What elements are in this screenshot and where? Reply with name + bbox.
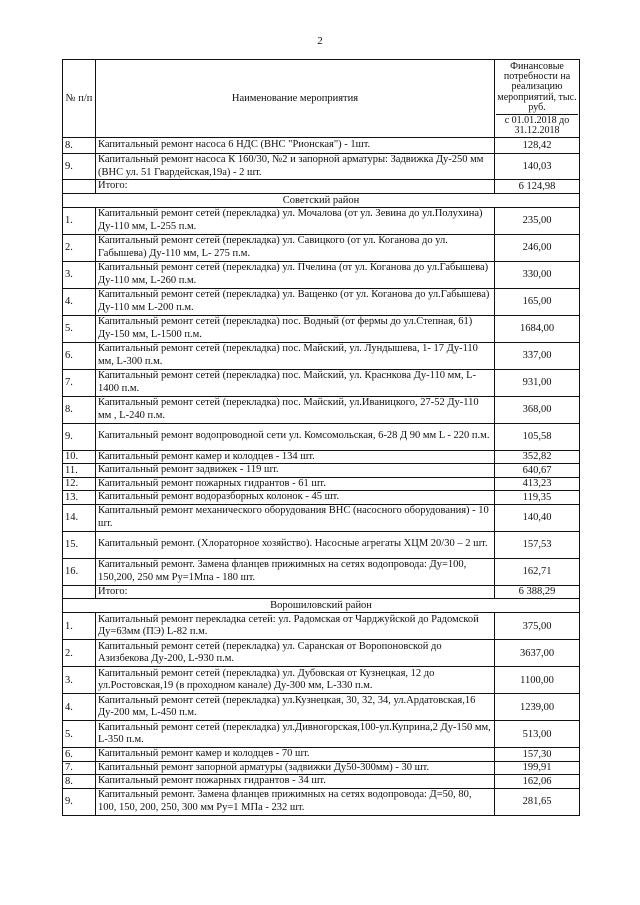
amount: 140,40: [495, 504, 580, 531]
work-description: Капитальный ремонт сетей (перекладка) ул. Савицкого (от ул. Коганова до ул. Габышева) Ду-110 мм, L- 275 п.м.: [96, 234, 495, 261]
table-row: [63, 261, 580, 288]
work-description: Капитальный ремонт. Замена фланцев прижимных на сетях водопровода: Д=50, 80, 100, 150, 200, 250, 300 мм Ру=1 МПа - 232 шт.: [96, 788, 495, 815]
table-row: [63, 396, 580, 423]
section-header-row: [63, 193, 580, 207]
row-number: [63, 585, 96, 599]
table-row: [63, 748, 580, 762]
row-number: 8.: [63, 396, 96, 423]
total-label: Итого:: [96, 180, 495, 194]
total-row: [63, 585, 580, 599]
amount: 128,42: [495, 138, 580, 154]
work-description: Капитальный ремонт насоса К 160/30, №2 и запорной арматуры: Задвижка Ду-250 мм (ВНС ул. 51 Гвардейская,19а) - 2 шт.: [96, 154, 495, 180]
table-row: [63, 234, 580, 261]
amount: 235,00: [495, 207, 580, 234]
row-number: 6.: [63, 748, 96, 762]
header-name: Наименование мероприятия: [96, 60, 495, 138]
table-row: [63, 315, 580, 342]
table-row: [63, 369, 580, 396]
row-number: 4.: [63, 288, 96, 315]
table-row: [63, 288, 580, 315]
amount: 640,67: [495, 464, 580, 478]
work-description: Капитальный ремонт запорной арматуры (задвижки Ду50-300мм) - 30 шт.: [96, 761, 495, 775]
table-row: [63, 154, 580, 180]
row-number: 4.: [63, 694, 96, 721]
table-row: [63, 788, 580, 815]
work-description: Капитальный ремонт перекладка сетей: ул. Радомская от Чарджуйской до Радомской Ду=63мм (ПЭ) L-82 п.м.: [96, 613, 495, 640]
page-number: 2: [317, 35, 323, 47]
row-number: 3.: [63, 261, 96, 288]
amount: 1239,00: [495, 694, 580, 721]
table-row: [63, 775, 580, 789]
row-number: 1.: [63, 613, 96, 640]
work-description: Капитальный ремонт пожарных гидрантов - 34 шт.: [96, 775, 495, 789]
row-number: 10.: [63, 450, 96, 464]
amount: 281,65: [495, 788, 580, 815]
amount: 3637,00: [495, 640, 580, 667]
work-description: Капитальный ремонт водопроводной сети ул. Комсомольская, 6-28 Д 90 мм L - 220 п.м.: [96, 423, 495, 450]
row-number: 16.: [63, 558, 96, 585]
work-description: Капитальный ремонт сетей (перекладка) ул. Ващенко (от ул. Коганова до ул.Габышева) Ду-110 мм L-200 п.м.: [96, 288, 495, 315]
work-description: Капитальный ремонт. Замена фланцев прижимных на сетях водопровода: Ду=100, 150,200, 250 мм Ру=1Мпа - 180 шт.: [96, 558, 495, 585]
row-number: 5.: [63, 315, 96, 342]
table-row: [63, 423, 580, 450]
table-row: [63, 138, 580, 154]
row-number: 7.: [63, 761, 96, 775]
table-row: [63, 640, 580, 667]
amount: 1684,00: [495, 315, 580, 342]
row-number: 9.: [63, 423, 96, 450]
work-description: Капитальный ремонт водоразборных колонок - 45 шт.: [96, 491, 495, 505]
row-number: 2.: [63, 234, 96, 261]
work-description: Капитальный ремонт сетей (перекладка) ул.Дивногорская,100-ул.Куприна,2 Ду-150 мм, L-350 п.м.: [96, 721, 495, 748]
amount: 105,58: [495, 423, 580, 450]
work-description: Капитальный ремонт сетей (перекладка) ул. Мочалова (от ул. Зевина до ул.Полухина) Ду-110 мм, L-255 п.м.: [96, 207, 495, 234]
work-description: Капитальный ремонт сетей (перекладка) ул. Саранская от Воропоновской до Азизбекова Ду-200, L-930 п.м.: [96, 640, 495, 667]
table-row: [63, 342, 580, 369]
row-number: 5.: [63, 721, 96, 748]
amount: 119,35: [495, 491, 580, 505]
work-description: Капитальный ремонт задвижек - 119 шт.: [96, 464, 495, 478]
header-period: с 01.01.2018 до 31.12.2018: [496, 114, 578, 135]
work-description: Капитальный ремонт сетей (перекладка) пос. Водный (от фермы до ул.Степная, 61) Ду-150 мм, L-1500 п.м.: [96, 315, 495, 342]
row-number: [63, 180, 96, 194]
table-row: [63, 491, 580, 505]
row-number: 1.: [63, 207, 96, 234]
amount: 375,00: [495, 613, 580, 640]
amount: 199,91: [495, 761, 580, 775]
work-description: Капитальный ремонт насоса 6 НДС (ВНС "Рионская") - 1шт.: [96, 138, 495, 154]
table-row: [63, 504, 580, 531]
row-number: 9.: [63, 788, 96, 815]
work-description: Капитальный ремонт сетей (перекладка) ул. Пчелина (от ул. Коганова до ул.Габышева) Ду-110 мм, L-260 п.м.: [96, 261, 495, 288]
total-row: [63, 180, 580, 194]
row-number: 15.: [63, 531, 96, 558]
amount: 6 388,29: [495, 585, 580, 599]
table-row: [63, 477, 580, 491]
table-row: [63, 761, 580, 775]
amount: 162,71: [495, 558, 580, 585]
amount: 337,00: [495, 342, 580, 369]
amount: 162,06: [495, 775, 580, 789]
amount: 140,03: [495, 154, 580, 180]
row-number: 13.: [63, 491, 96, 505]
work-description: Капитальный ремонт сетей (перекладка) пос. Майский, ул.Иваницкого, 27-52 Ду-110 мм , L-240 п.м.: [96, 396, 495, 423]
table-row: [63, 207, 580, 234]
work-description: Капитальный ремонт сетей (перекладка) ул.Кузнецкая, 30, 32, 34, ул.Ардатовская,16 Ду-200 мм, L-450 п.м.: [96, 694, 495, 721]
row-number: 7.: [63, 369, 96, 396]
amount: 931,00: [495, 369, 580, 396]
header-finance-label: Финансовые потребности на реализацию мероприятий, тыс. руб.: [497, 60, 577, 113]
table-row: [63, 450, 580, 464]
table-row: [63, 667, 580, 694]
row-number: 3.: [63, 667, 96, 694]
table-row: [63, 721, 580, 748]
works-table: [62, 59, 580, 816]
table-row: [63, 558, 580, 585]
section-title: Ворошиловский район: [63, 599, 580, 613]
table-row: [63, 531, 580, 558]
section-title: Советский район: [63, 193, 580, 207]
row-number: 6.: [63, 342, 96, 369]
table-row: [63, 694, 580, 721]
work-description: Капитальный ремонт механического оборудования ВНС (насосного оборудования) - 10 шт.: [96, 504, 495, 531]
total-label: Итого:: [96, 585, 495, 599]
table-header-row: [63, 60, 580, 138]
amount: 330,00: [495, 261, 580, 288]
table-row: [63, 464, 580, 478]
amount: 6 124,98: [495, 180, 580, 194]
work-description: Капитальный ремонт сетей (перекладка) пос. Майский, ул. Краснкова Ду-110 мм, L-1400 п.м.: [96, 369, 495, 396]
amount: 413,23: [495, 477, 580, 491]
amount: 1100,00: [495, 667, 580, 694]
amount: 352,82: [495, 450, 580, 464]
header-number: № п/п: [63, 60, 96, 138]
row-number: 2.: [63, 640, 96, 667]
amount: 246,00: [495, 234, 580, 261]
row-number: 14.: [63, 504, 96, 531]
amount: 165,00: [495, 288, 580, 315]
header-finance: [495, 60, 580, 138]
row-number: 12.: [63, 477, 96, 491]
work-description: Капитальный ремонт сетей (перекладка) ул. Дубовская от Кузнецкая, 12 до ул.Ростовская,19 (в проходном канале) Ду-300 мм, L-330 п.м.: [96, 667, 495, 694]
work-description: Капитальный ремонт камер и колодцев - 134 шт.: [96, 450, 495, 464]
amount: 368,00: [495, 396, 580, 423]
amount: 513,00: [495, 721, 580, 748]
section-header-row: [63, 599, 580, 613]
work-description: Капитальный ремонт камер и колодцев - 70 шт.: [96, 748, 495, 762]
work-description: Капитальный ремонт сетей (перекладка) пос. Майский, ул. Лундышева, 1- 17 Ду-110 мм, L-300 п.м.: [96, 342, 495, 369]
amount: 157,30: [495, 748, 580, 762]
work-description: Капитальный ремонт пожарных гидрантов - 61 шт.: [96, 477, 495, 491]
row-number: 11.: [63, 464, 96, 478]
work-description: Капитальный ремонт. (Хлораторное хозяйство). Насосные агрегаты ХЦМ 20/30 – 2 шт.: [96, 531, 495, 558]
amount: 157,53: [495, 531, 580, 558]
table-body: [63, 138, 580, 816]
row-number: 9.: [63, 154, 96, 180]
row-number: 8.: [63, 775, 96, 789]
table-row: [63, 613, 580, 640]
row-number: 8.: [63, 138, 96, 154]
